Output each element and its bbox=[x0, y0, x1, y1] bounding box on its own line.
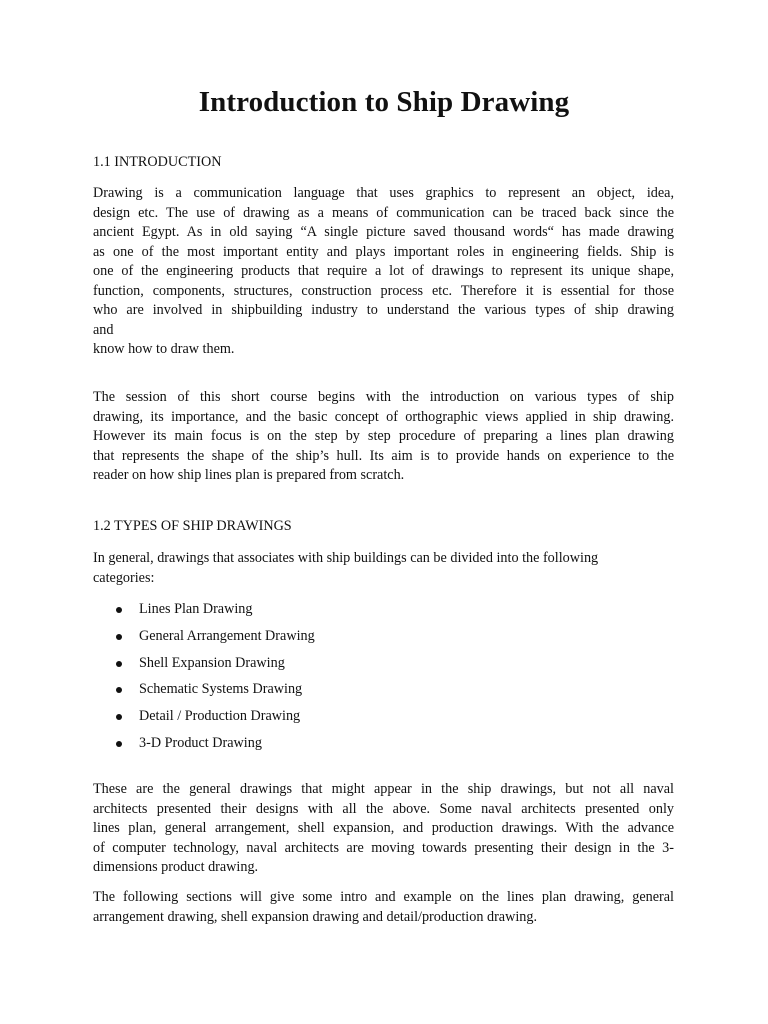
list-item bbox=[93, 600, 315, 627]
text-line: These are the general drawings that might appear in the ship drawings, but not all naval bbox=[93, 781, 674, 797]
types-paragraph-3 bbox=[93, 780, 674, 878]
text-line: arrangement drawing, shell expansion drawing and detail/production drawing. bbox=[93, 908, 538, 925]
document-title: Introduction to Ship Drawing bbox=[198, 86, 570, 118]
text-line: one of the engineering products that require a lot of drawings to represent its unique shape, bbox=[93, 263, 674, 279]
bullet-icon bbox=[116, 661, 122, 667]
text-line: In general, drawings that associates with ship buildings can be divided into the following bbox=[93, 550, 599, 566]
list-item bbox=[93, 707, 315, 734]
list-item bbox=[93, 680, 315, 707]
text-line: architects presented their designs with all the above. Some naval architects presented only bbox=[93, 800, 674, 817]
section-heading-introduction: 1.1 INTRODUCTION bbox=[93, 154, 222, 170]
text-line: The following sections will give some intro and example on the lines plan drawing, general bbox=[93, 889, 674, 905]
text-line: of computer technology, naval architects are moving towards presenting their design in the 3- bbox=[93, 839, 674, 856]
text-line: who are involved in shipbuilding industry to understand the various types of ship drawing bbox=[93, 302, 674, 318]
text-line: reader on how ship lines plan is prepared from scratch. bbox=[93, 467, 405, 483]
list-item-label: Shell Expansion Drawing bbox=[139, 654, 285, 671]
text-line: However its main focus is on the step by step procedure of preparing a lines plan drawing bbox=[93, 428, 674, 444]
bullet-icon bbox=[116, 634, 122, 640]
types-intro-paragraph bbox=[93, 549, 674, 588]
bullet-icon bbox=[116, 607, 122, 613]
list-item-label: 3-D Product Drawing bbox=[139, 734, 262, 751]
text-line: The session of this short course begins with the introduction on various types of ship bbox=[93, 389, 674, 405]
text-line: lines plan, general arrangement, shell expansion, and production drawings. With the advance bbox=[93, 820, 674, 836]
list-item-label: Lines Plan Drawing bbox=[139, 601, 253, 617]
text-line: that represents the shape of the ship’s hull. Its aim is to provide hands on experience to the bbox=[93, 447, 674, 464]
list-item-label: General Arrangement Drawing bbox=[139, 627, 315, 644]
text-line: know how to draw them. bbox=[93, 341, 235, 357]
introduction-paragraph-2 bbox=[93, 388, 674, 486]
list-item bbox=[93, 734, 315, 761]
text-line: ancient Egypt. As in old saying “A single picture saved thousand words“ has made drawing bbox=[93, 224, 674, 240]
list-item-label: Detail / Production Drawing bbox=[139, 708, 301, 725]
text-line: categories: bbox=[93, 569, 155, 586]
list-item bbox=[93, 627, 315, 654]
bullet-icon bbox=[116, 741, 122, 747]
text-line: design etc. The use of drawing as a means of communication can be traced back since the bbox=[93, 204, 674, 221]
drawing-categories-list bbox=[93, 600, 315, 761]
introduction-paragraph-1 bbox=[93, 184, 674, 360]
bullet-icon bbox=[116, 687, 122, 693]
text-line: as one of the most important entity and plays important roles in engineering fields. Ship is bbox=[93, 243, 674, 260]
text-line: Drawing is a communication language that uses graphics to represent an object, idea, bbox=[93, 185, 674, 201]
bullet-icon bbox=[116, 714, 122, 720]
list-item bbox=[93, 654, 315, 681]
text-line: drawing, its importance, and the basic concept of orthographic views applied in ship drawing. bbox=[93, 408, 674, 425]
text-line: and bbox=[93, 321, 114, 338]
section-heading-types-of-ship-drawings: 1.2 TYPES OF SHIP DRAWINGS bbox=[93, 518, 292, 534]
types-paragraph-4 bbox=[93, 888, 674, 927]
list-item-label: Schematic Systems Drawing bbox=[139, 681, 303, 698]
text-line: function, components, structures, construction process etc. Therefore it is essential for those bbox=[93, 282, 674, 299]
text-line: dimensions product drawing. bbox=[93, 859, 259, 875]
